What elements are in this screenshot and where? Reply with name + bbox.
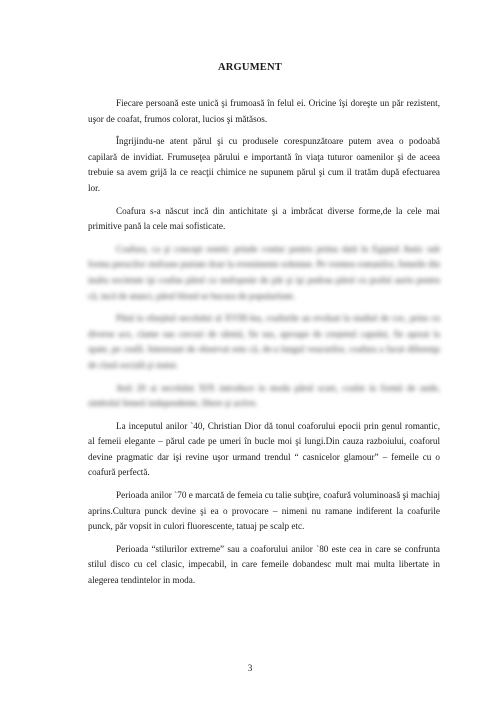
paragraph-4-blurred: Coafura, ca şi concept estetic prinde contur pentru prima dată în Egiptul Antic sub forma perucilor stufoase purtate doar la evenimente solemne. Pe vremea romanilor, femeile din inalta societate işi coafau părul cu stufoşenie de păr şi işi pudrau părul cu praful auriu pentru că, incă de atunci, părul blond se bucura de popularitate.	[88, 243, 440, 301]
document-title: ARGUMENT	[217, 62, 282, 73]
paragraph-5-blurred: Până la sfarşitul secolului al XVIII-lea, coafurile au evoluat la stadiul de coc, prins cu diverse ace, clame sau cercuri de sârmă, fie sus, aproape de creştetul capului, fie aşezat la spate, pe ceafă. Interesant de observat este că, de-a lungul veacurilor, coafura a facut diferenţa de clasă socială şi statut.	[88, 313, 440, 370]
paragraph-9: Perioada “stilurilor extreme” sau a coaforului anilor `80 este cea in care se confrunta stilul disco cu cel clasic, impecabil, in care femeile dobandesc mult mai multa libertate in alegerea tendintelor in moda.	[88, 543, 440, 586]
paragraph-8: Perioada anilor `70 e marcată de femeia cu talie subţire, coafură voluminoasă şi machiaj aprins.Cultura punck devine şi ea o provocare – nimeni nu ramane indiferent la coafurile punck, păr vopsit in culori fluorescente, tatuaj pe scalp etc.	[88, 490, 440, 532]
document-body	[88, 96, 440, 596]
paragraph-6-blurred: Anii 20 ai secolului XIX introduce in moda părul scurt, coafat in formă de unde, simbolul femeii independente, libere şi active.	[88, 382, 440, 409]
paragraph-7: La inceputul anilor `40, Christian Dior dă tonul coaforului epocii prin genul romantic, al femeii elegante – părul cade pe umeri în bucle moi şi lungi.Din cauza razboiului, coaforul devine pragmatic dar işi revine uşor urmand trendul “ casnicelor glamour” – femeile cu o coafură perfectă.	[88, 420, 440, 478]
paragraph-3: Coafura s-a născut incă din antichitate şi a imbrăcat diverse forme,de la cele mai primitive pană la cele mai sofisticate.	[88, 205, 440, 232]
paragraph-1: Fiecare persoană este unică şi frumoasă în felul ei. Oricine îşi doreşte un păr rezistent, uşor de coafat, frumos colorat, lucios şi mătăsos.	[88, 98, 440, 124]
page-number: 3	[247, 663, 253, 673]
paragraph-2: Îngrijindu-ne atent părul şi cu produsele corespunzătoare putem avea o podoabă capilară de invidiat. Frumuseţea părului e importantă în viaţa tuturor oamenilor şi de aceea trebuie sa avem grijă la ce reacţii chimice ne supunem părul şi cum il tratăm după efectuarea lor.	[88, 136, 440, 193]
